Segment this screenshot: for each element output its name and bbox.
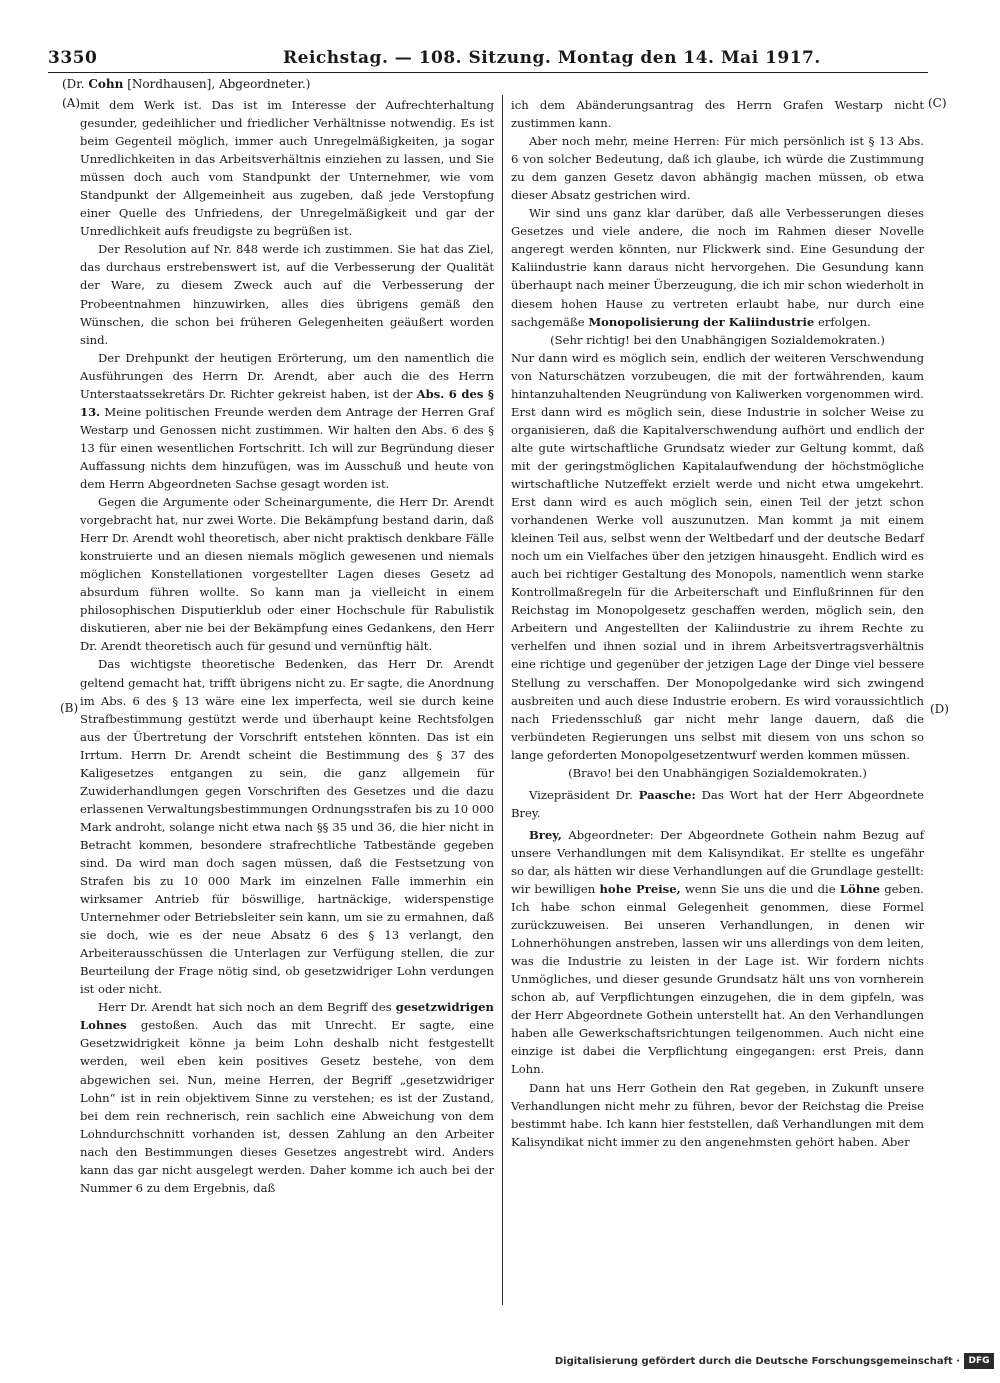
paragraph: Nur dann wird es möglich sein, endlich der weiteren Verschwendung von Naturschätzen vorzubeugen, die mit der fortwährenden, kaum hintanzuhaltenden Neugründung von Kaliwerken vorgenommen wird. Erst dann wird es möglich sein, diese Industrie in solcher Weise zu organisieren, daß die Kapitalverschwendung aufhört und endlich der alte gute wirtschaftliche Grundsatz wieder zur Geltung kommt, daß mit der geringstmöglichen Kapitalaufwendung der höchstmögliche wirtschaftliche Nutzeffekt erzielt werde und nicht etwa umgekehrt. Erst dann wird es auch möglich sein, einen Teil der jetzt schon vorhandenen Werke voll auszunutzen. Man kommt ja mit einem kleinen Teil aus, selbst wenn der Weltbedarf und der deutsche Bedarf noch um ein Vielfaches über den jetzigen hinausgeht. Endlich wird es auch bei richtiger Gestaltung des Monopols, namentlich wenn starke Kontrollmaßregeln für die Arbeiterschaft und Einflußrinnen für den Reichstag im Monopolgesetz geschaffen werden, möglich sein, den Arbeitern und Angestellten der Kaliindustrie zu ihrem Rechte zu verhelfen und ihnen sozial und in ihrem Arbeitsvertragsverhältnis eine richtige und gegenüber der jetzigen Lage der Dinge viel bessere Stellung zu verschaffen. Der Monopolgedanke wird sich zwingend ausbreiten und auch diese Industrie erobern. Es wird voraussichtlich nach Friedensschluß gar nicht mehr lange dauern, daß die verbündeten Regierungen uns selbst mit diesem von uns schon so lange geforderten Monopolgesetzentwurf werden kommen müssen. <box>511 350 924 762</box>
paragraph-text: Herr Dr. Arendt hat sich noch an dem Begriff des <box>98 1000 396 1015</box>
paragraph <box>80 349 494 493</box>
running-head: Reichstag. — 108. Sitzung. Montag den 14. Mai 1917. <box>283 48 821 68</box>
paragraph: mit dem Werk ist. Das ist im Interesse der Aufrechterhaltung gesunder, gedeihlicher und friedlicher Verhältnisse notwendig. Es ist beim Gegenteil möglich, immer auch Unregelmäßigkeiten, ja sogar Unredlichkeiten in das Arbeitsverhältnis einziehen zu lassen, und Sie müssen doch auch vom Standpunkt der Unternehmer, wie vom Standpunkt der Allgemeinheit aus zugeben, daß jede Verstopfung einer Quelle des Unfriedens, der Unregelmäßigkeit und gar der Unredlichkeit aufs freudigste zu begrüßen ist. <box>80 98 494 239</box>
paragraph <box>511 204 924 330</box>
footer <box>0 1353 1000 1375</box>
paragraph-text: Vizepräsident Dr. <box>529 787 639 802</box>
paragraph: Dann hat uns Herr Gothein den Rat gegeben, in Zukunft unsere Verhandlungen nicht mehr zu führen, bevor der Reichstag die Preise bestimmt habe. Ich kann hier feststellen, daß Verhandlungen mit dem Kalisyndikat nicht immer zu den angenehmsten gehört haben. Aber <box>511 1080 924 1149</box>
speech-paragraph <box>511 826 924 1079</box>
paragraph-text: geben. Ich habe schon einmal Gelegenheit genommen, diese Formel zurückzuweisen. Bei unseren Verhandlungen, in denen wir Lohnerhöhungen anstreben, lassen wir uns allerdings von dem leiten, was die Industrie zu leisten in der Lage ist. Wir fordern nichts Unmögliches, und dieser gesunde Grundsatz hält uns von vornherein schon ab, auf Verpflichtungen einzugehen, die in dem gipfeln, was der Herr Abgeordnete Gothein unterstellt hat. An den Verhandlungen haben alle Gewerkschaftsrichtungen teilgenommen. Auch nicht eine einzige ist dabei die Verpflichtung eingegangen: erst Preis, dann Lohn. <box>511 882 924 1077</box>
paragraph-text: gestoßen. Auch das mit Unrecht. Er sagte, eine Gesetzwidrigkeit könne ja beim Lohn deshalb nicht festgestellt werden, weil eben kein positives Gesetz bestehe, von dem abgewichen sei. Nun, meine Herren, der Begriff „gesetzwidriger Lohn“ ist in rein objektivem Sinne zu verstehen; es ist der Zustand, bei dem rein rechnerisch, rein sachlich eine Abweichung von dem Lohndurchschnitt vorhanden ist, dessen Zahlung an den Arbeiter nach den Bestimmungen dieses Gesetzes angestrebt wird. Anders kann das gar nicht ausgelegt werden. Daher komme ich auch bei der Nummer 6 zu dem Ergebnis, daß <box>80 1018 494 1195</box>
margin-marker-c: (C) <box>928 96 947 110</box>
interjection: (Bravo! bei den Unabhängigen Sozialdemokraten.) <box>568 765 867 780</box>
margin-marker-d: (D) <box>930 702 949 716</box>
speaker-tag-suffix: [Nordhausen], Abgeordneter.) <box>127 77 311 91</box>
emphasis-text: gesetzwidrigen Lohnes <box>80 1000 494 1033</box>
paragraph-text: Meine politischen Freunde werden dem Antrage der Herren Graf Westarp und Genossen nicht zustimmen. Wir halten den Abs. 6 des § 13 für einen wesentlichen Fortschritt. Ich will zur Begründung dieser Auffassung nichts dem hinzufügen, was im Ausschuß und heute von dem Herrn Abgeordneten Sachse gesagt worden ist. <box>80 404 494 491</box>
emphasis-text: Monopolisierung der Kaliindustrie <box>588 314 815 329</box>
paragraph-text: Wir sind uns ganz klar darüber, daß alle Verbesserungen dieses Gesetzes und viele andere, die noch im Rahmen dieser Novelle angeregt werden könnten, nur Flickwerk sind. Eine Gesundung der Kaliindustrie kann daraus nicht hervorgehen. Die Gesundung kann überhaupt nach meiner Überzeugung, die ich mir schon wiederholt in diesem hohen Hause zu vertreten erlaubt habe, nur durch eine sachgemäße <box>511 206 924 329</box>
paragraph: Der Resolution auf Nr. 848 werde ich zustimmen. Sie hat das Ziel, das durchaus erstrebenswert ist, auf die Verbesserung der Qualität der Ware, zu diesem Zweck auch auf die Verbesserung der Probeentnahmen hinzuwirken, alles dies übrigens gemäß den Wünschen, die schon bei früheren Gelegenheiten geäußert worden sind. <box>80 242 494 347</box>
speaker-name: Paasche: <box>638 787 696 802</box>
margin-marker-b: (B) <box>60 701 79 715</box>
digitization-credit: Digitalisierung gefördert durch die Deutsche Forschungsgemeinschaft · <box>554 1356 960 1367</box>
dfg-logo-icon: DFG <box>964 1353 994 1369</box>
paragraph-text: wenn Sie uns die und die <box>680 882 840 897</box>
header-rule <box>48 72 928 73</box>
emphasis-text: hohe Preise, <box>599 882 681 897</box>
paragraph-text: erfolgen. <box>814 314 871 329</box>
paragraph-text: Das Wort hat der Herr Abgeordnete Brey. <box>511 787 924 820</box>
paragraph: Gegen die Argumente oder Scheinargumente, die Herr Dr. Arendt vorgebracht hat, nur zwei Worte. Die Bekämpfung bestand darin, daß Herr Dr. Arendt wohl theoretisch, aber nicht praktisch denkbare Fälle konstruierte und an diesen niemals möglich gewesenen und niemals möglichen Konstellationen vorgestellter Lagen dieses Gesetz ad absurdum führen wollte. So kann man ja vielleicht in einem philosophischen Disputierklub oder einer Hochschule für Rabulistik diskutieren, aber nie bei der Bekämpfung eines Gedankens, den Herr Dr. Arendt theoretisch auch für gesund und vernünftig hält. <box>80 495 494 654</box>
paragraph <box>80 998 494 1197</box>
paragraph: Das wichtigste theoretische Bedenken, das Herr Dr. Arendt geltend gemacht hat, trifft übrigens nicht zu. Er sagte, die Anordnung im Abs. 6 des § 13 wäre eine lex imperfecta, weil sie durch keine Strafbestimmung gestützt werde und überhaupt keine Rechtsfolgen aus der Übertretung der Vorschrift entstehen könnten. Das ist ein Irrtum. Herrn Dr. Arendt scheint die Bestimmung des § 37 des Kaligesetzes entgangen zu sein, die ganz allgemein für Zuwiderhandlungen gegen Vorschriften des Gesetzes und die dazu erlassenen Verwaltungsbestimmungen Ordnungsstrafen bis zu 10 000 Mark androht, solange nicht etwa nach §§ 35 und 36, die hier nicht in Betracht kommen, besondere strafrechtliche Tatbestände gegeben sind. Da wird man doch sagen müssen, daß die Festsetzung von Strafen bis zu 10 000 Mark im einzelnen Falle immerhin ein wirksamer Antrieb für böswillige, hartnäckige, widerspenstige Unternehmer oder Betriebsleiter sein kann, um sie zu ermahnen, daß sie doch, wie es der neue Absatz 6 des § 13 verlangt, den Arbeiterausschüssen die Unterlagen zur Verfügung stellen, die zur Beurteilung der Frage nötig sind, ob gesetzwidriger Lohn verdungen ist oder nicht. <box>80 657 494 997</box>
emphasis-text: Abs. 6 des § 13. <box>80 386 494 419</box>
paragraph: Aber noch mehr, meine Herren: Für mich persönlich ist § 13 Abs. 6 von solcher Bedeutung, daß ich glaube, ich würde die Zustimmung zu dem ganzen Gesetz davon abhängig machen müssen, ob etwa dieser Absatz gestrichen wird. <box>511 134 924 203</box>
speaker-tag-prefix: (Dr. <box>62 77 85 91</box>
paragraph-text: Der Drehpunkt der heutigen Erörterung, um den namentlich die Ausführungen des Herrn Dr. Arendt, aber auch die des Herrn Unterstaatssekretärs Dr. Richter gekreist haben, ist der <box>80 350 494 401</box>
margin-marker-a: (A) <box>62 96 81 110</box>
left-column <box>80 96 494 1197</box>
speaker-tag <box>62 77 310 91</box>
emphasis-text: Löhne <box>839 882 880 897</box>
page-header <box>38 48 958 72</box>
paragraph: ich dem Abänderungsantrag des Herrn Grafen Westarp nicht zustimmen kann. <box>511 98 924 131</box>
paragraph-text: Abgeordneter: Der Abgeordnete Gothein nahm Bezug auf unsere Verhandlungen mit dem Kalisyndikat. Er stellte es ungefähr so dar, als hätten wir diese Verhandlungen auf die Grundlage gestellt: wir bewilligen <box>511 827 924 897</box>
page-number: 3350 <box>48 48 98 68</box>
interjection: (Sehr richtig! bei den Unabhängigen Sozialdemokraten.) <box>550 332 885 347</box>
vice-president-remark <box>511 786 924 822</box>
right-column <box>511 96 924 1151</box>
speaker-name: Brey, <box>529 827 562 842</box>
speaker-name: Cohn <box>88 77 124 91</box>
column-divider <box>502 95 503 1305</box>
